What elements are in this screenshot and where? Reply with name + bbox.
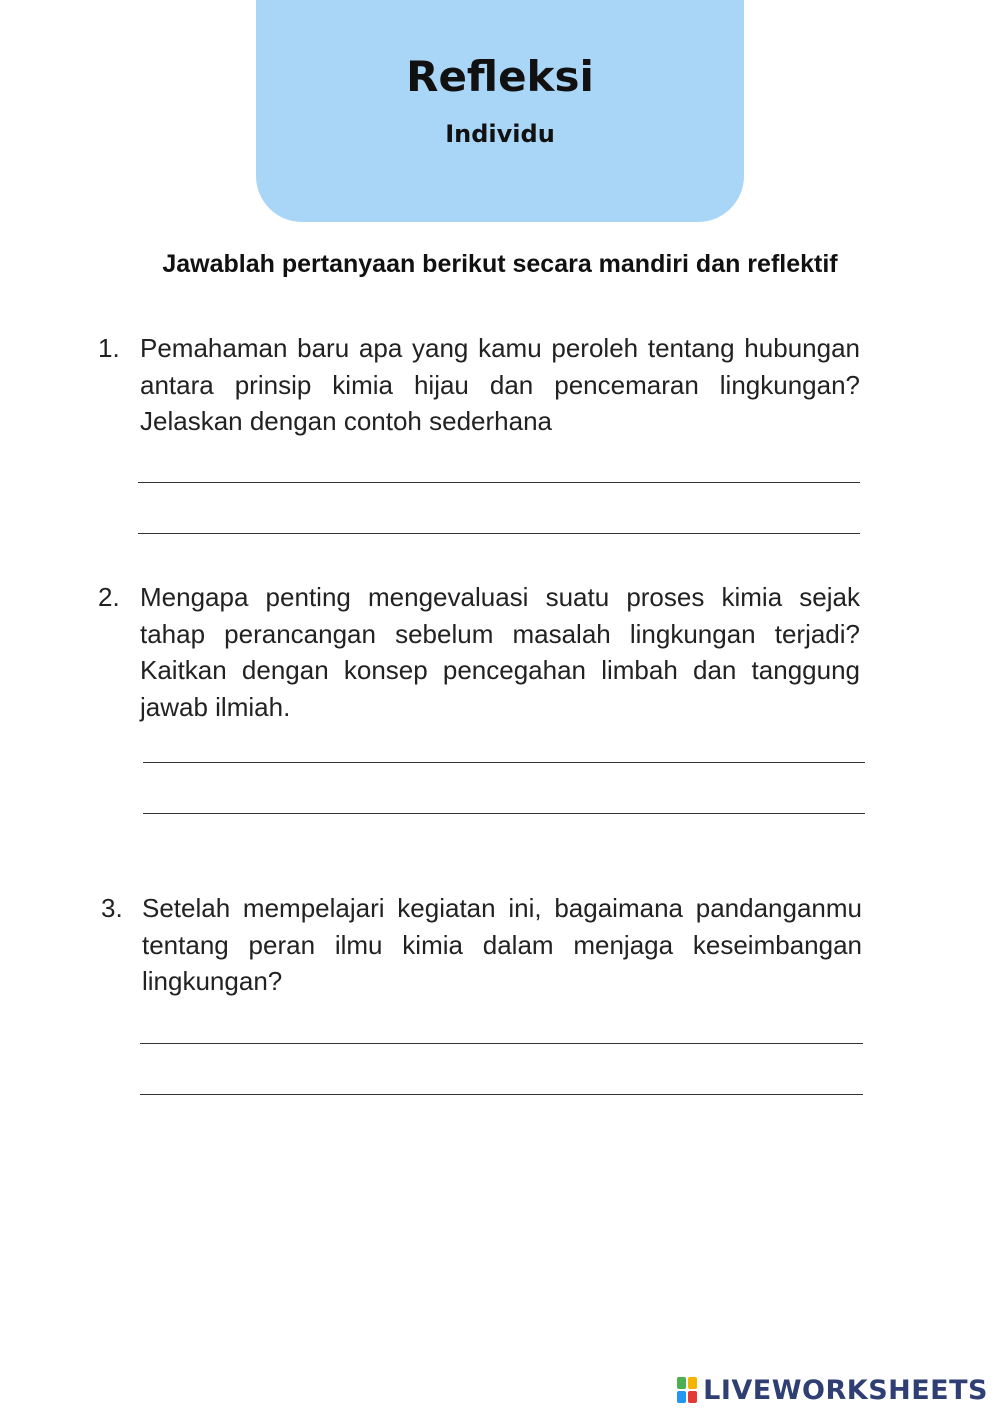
question-1 xyxy=(98,330,860,450)
question-3 xyxy=(101,890,862,1005)
question-text: Pemahaman baru apa yang kamu peroleh tentang hubungan antara prinsip kimia hijau dan pencemaran lingkungan? Jelaskan dengan contoh sederhana xyxy=(140,333,860,436)
instruction-text: Jawablah pertanyaan berikut secara mandiri dan reflektif xyxy=(162,250,838,278)
answer-line-3b[interactable] xyxy=(140,1094,863,1095)
answer-line-1b[interactable] xyxy=(138,533,860,534)
question-number: 2. xyxy=(98,582,120,612)
page-subtitle: Individu xyxy=(445,120,555,148)
question-text: Mengapa penting mengevaluasi suatu proses kimia sejak tahap perancangan sebelum masalah lingkungan terjadi? Kaitkan dengan konsep pencegahan limbah dan tanggung jawab ilmiah. xyxy=(140,582,860,722)
answer-line-1a[interactable] xyxy=(138,482,860,483)
liveworksheets-logo-icon xyxy=(677,1377,697,1403)
page-title: Refleksi xyxy=(406,52,594,101)
liveworksheets-logo xyxy=(677,1372,988,1408)
question-number: 1. xyxy=(98,333,120,363)
question-text: Setelah mempelajari kegiatan ini, bagaimana pandanganmu tentang peran ilmu kimia dalam menjaga keseimbangan lingkungan? xyxy=(142,893,862,996)
question-2 xyxy=(98,579,860,729)
header-banner xyxy=(256,0,744,222)
question-number: 3. xyxy=(101,893,123,923)
answer-line-2b[interactable] xyxy=(143,813,865,814)
logo-text: LIVEWORKSHEETS xyxy=(703,1374,988,1406)
answer-line-3a[interactable] xyxy=(140,1043,863,1044)
answer-line-2a[interactable] xyxy=(143,762,865,763)
